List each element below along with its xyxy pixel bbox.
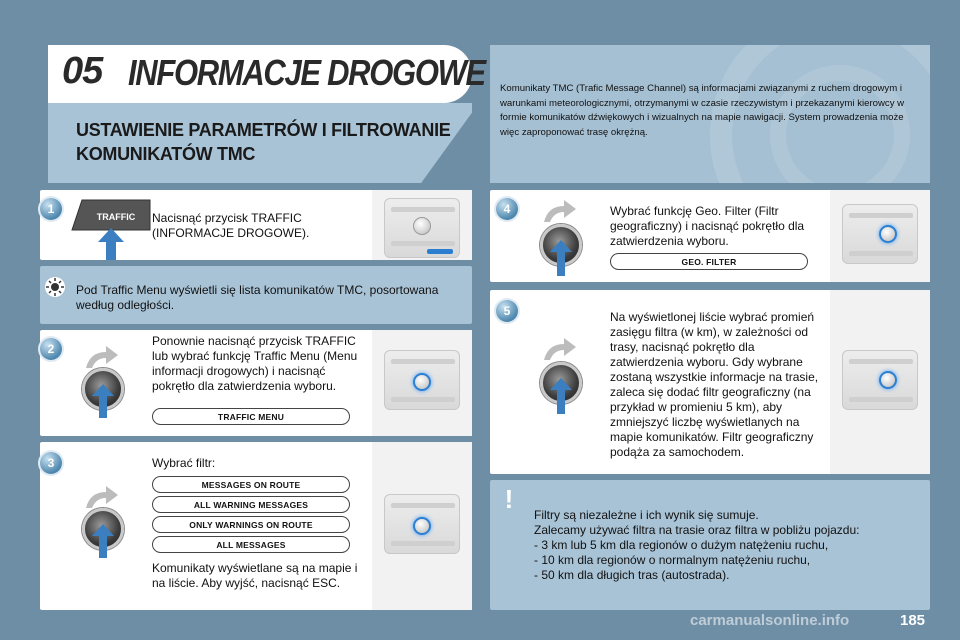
chapter-number: 05	[62, 50, 103, 92]
warning-line-2: Zalecamy używać filtra na trasie oraz filtra w pobliżu pojazdu:	[534, 523, 860, 537]
step-badge: 2	[40, 338, 62, 360]
watermark: carmanualsonline.info	[690, 612, 850, 629]
step-3-text: Wybrać filtr:	[152, 456, 216, 470]
turn-arrow-icon	[84, 484, 118, 510]
step-badge: 4	[496, 198, 518, 220]
step-badge: 1	[40, 198, 62, 220]
geo-filter-label: GEO. FILTER	[610, 253, 808, 270]
press-arrow-icon	[92, 524, 114, 558]
press-arrow-icon	[550, 240, 572, 276]
step-1-text: Nacisnąć przycisk TRAFFIC (INFORMACJE DROGOWE).	[152, 211, 310, 240]
tip-text: Pod Traffic Menu wyświetli się lista komunikatów TMC, posortowana według odległości.	[76, 283, 439, 312]
radio-unit-illustration	[384, 350, 460, 410]
warning-line-1: Filtry są niezależne i ich wynik się sumuje.	[534, 508, 759, 522]
exclamation-warning-icon	[498, 484, 520, 512]
traffic-menu-label: TRAFFIC MENU	[152, 408, 350, 425]
press-arrow-icon	[92, 384, 114, 418]
step-5-text: Na wyświetlonej liście wybrać promień zasięgu filtra (w km), w zależności od trasy, nacisnąć pokrętło dla zatwierdzenia wyboru. Gdy wybrane zostaną wszystkie informacje na trasie, zaleca się dodać filtr geograficzny (na przykład w promieniu 5 km), aby zmniejszyć liczbę wyświetlanych na mapie komunikatów. Filtr geograficzny podąża za samochodem.	[610, 310, 819, 459]
step-4-text: Wybrać funkcję Geo. Filter (Filtr geograficzny) i nacisnąć pokrętło dla zatwierdzenia wyboru.	[610, 204, 805, 248]
page-number: 185	[900, 612, 926, 629]
warning-list-item: - 50 km dla długich tras (autostrada).	[534, 568, 730, 582]
intro-text: Komunikaty TMC (Trafic Message Channel) są informacjami związanymi z ruchem drogowym i warunkami meteorologicznymi, otrzymanymi w czasie rzeczywistym i przekazanymi kierowcy w formie komunikatów dźwiękowych i wizualnych na mapie nawigacji. System prowadzenia może więc zaproponować trasę okrężną.	[500, 83, 905, 138]
section-subtitle: USTAWIENIE PARAMETRÓW I FILTROWANIE KOMUNIKATÓW TMC	[76, 120, 451, 164]
traffic-button-label: TRAFFIC	[96, 212, 136, 222]
turn-arrow-icon	[542, 198, 576, 224]
warning-list-item: - 10 km dla regionów o normalnym natężeniu ruchu,	[534, 553, 811, 567]
radio-unit-illustration	[842, 204, 918, 264]
warning-text	[534, 508, 924, 583]
filter-option-only-warnings-on-route: ONLY WARNINGS ON ROUTE	[152, 516, 350, 533]
filter-option-all-messages: ALL MESSAGES	[152, 536, 350, 553]
sun-tip-icon	[44, 276, 66, 298]
step-badge: 3	[40, 452, 62, 474]
chapter-title: INFORMACJE DROGOWE	[128, 52, 485, 93]
warning-list-item: - 3 km lub 5 km dla regionów o dużym natężeniu ruchu,	[534, 538, 829, 552]
radio-unit-illustration	[842, 350, 918, 410]
radio-unit-illustration	[384, 494, 460, 554]
svg-text:!: !	[504, 484, 514, 512]
filter-option-all-warning-messages: ALL WARNING MESSAGES	[152, 496, 350, 513]
step-3-footer-text: Komunikaty wyświetlane są na mapie i na liście. Aby wyjść, nacisnąć ESC.	[152, 561, 358, 590]
press-arrow-icon	[98, 228, 124, 260]
step-badge: 5	[496, 300, 518, 322]
press-arrow-icon	[550, 378, 572, 414]
turn-arrow-icon	[84, 344, 118, 370]
turn-arrow-icon	[542, 336, 576, 362]
step-2-text: Ponownie nacisnąć przycisk TRAFFIC lub wybrać funkcję Traffic Menu (Menu informacji drogowych) i nacisnąć pokrętło dla zatwierdzenia wyboru.	[152, 334, 358, 393]
filter-option-messages-on-route: MESSAGES ON ROUTE	[152, 476, 350, 493]
radio-unit-illustration	[384, 198, 460, 258]
